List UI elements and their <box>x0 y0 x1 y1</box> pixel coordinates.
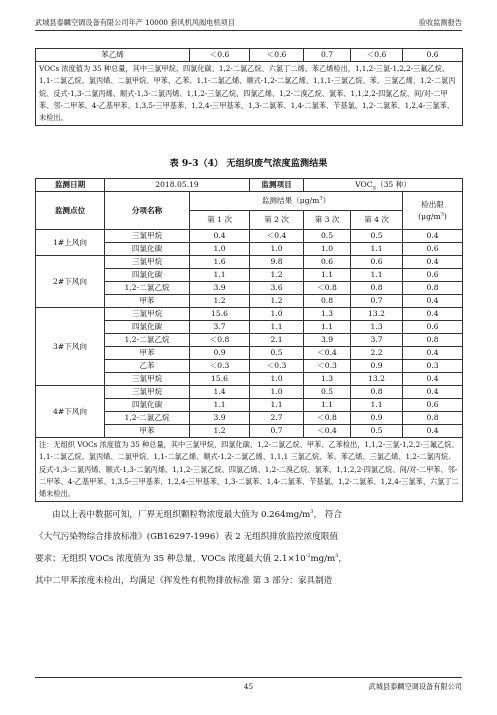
measurement-value: ＜0.3 <box>304 360 351 373</box>
row-value: ＜0.6 <box>351 49 403 62</box>
compound-name: 甲苯 <box>105 425 190 438</box>
compound-name: 三氯甲烷 <box>105 230 190 243</box>
measurement-value: 0.8 <box>351 386 403 399</box>
measurement-value: 0.4 <box>403 230 463 243</box>
measurement-value: 0.4 <box>403 308 463 321</box>
measurement-value: ＜0.4 <box>304 425 351 438</box>
measurement-value: 1.2 <box>250 269 304 282</box>
monitoring-point: 3#下风向 <box>36 308 105 386</box>
monitoring-point: 4#下风向 <box>36 386 105 438</box>
measurement-value: 1.1 <box>250 399 304 412</box>
conclusion-paragraph <box>35 504 462 592</box>
measurement-value: 0.8 <box>304 295 351 308</box>
measurement-value: 0.9 <box>190 347 250 360</box>
paragraph-line-1: 由以上表中数据可知，厂界无组织颗粒物浓度最大值为 $0.264mg/m^3$， 符合 <box>52 509 342 520</box>
page-header <box>35 14 462 31</box>
monitoring-point: 1#上风向 <box>36 230 105 256</box>
measurement-value: 1.0 <box>190 243 250 256</box>
footer-company: 武城县泰麟空调设备有限公司 <box>368 682 462 691</box>
measurement-value: 1.0 <box>250 243 304 256</box>
measurement-value: 1.1 <box>250 321 304 334</box>
measurement-value: 0.4 <box>403 256 463 269</box>
measurement-value: 2.2 <box>351 347 403 360</box>
run-header: 第 3 次 <box>304 211 351 230</box>
measurement-value: 1.1 <box>351 243 403 256</box>
measurement-value: 1.6 <box>190 256 250 269</box>
measurement-value: 1.1 <box>190 269 250 282</box>
row-value: ＜0.6 <box>250 49 304 62</box>
page-footer <box>35 677 462 692</box>
measurement-value: 0.7 <box>351 295 403 308</box>
measurement-value: 2.1 <box>250 334 304 347</box>
table-row <box>36 49 463 62</box>
measurement-value: 1.1 <box>351 399 403 412</box>
table-row <box>36 308 463 321</box>
paragraph-line-3: 要求；无组织 VOCs 浓度值为 35 种总量，VOCs 浓度最大值 $2.1\times 10^{-2}mg/m^3$， <box>35 553 347 564</box>
compound-name: 四氯化碳 <box>105 243 190 256</box>
compound-name: 三氯甲烷 <box>105 386 190 399</box>
measurement-value: 3.7 <box>351 334 403 347</box>
compound-name: 四氯化碳 <box>105 399 190 412</box>
date-value: 2018.05.19 <box>105 179 250 192</box>
measurement-value: 1.2 <box>190 295 250 308</box>
measurement-value: 0.6 <box>403 321 463 334</box>
measurement-value: 3.9 <box>190 282 250 295</box>
measurement-value: 1.2 <box>250 295 304 308</box>
voc-results-table <box>35 178 463 502</box>
compound-name: 三氯甲烷 <box>105 308 190 321</box>
measurement-value: 0.9 <box>351 412 403 425</box>
measurement-value: ＜0.3 <box>190 360 250 373</box>
measurement-value: 1.3 <box>351 321 403 334</box>
row-value: 0.6 <box>403 49 463 62</box>
item-value: $VOC_S(35$ 种） <box>304 179 463 192</box>
measurement-value: 0.7 <box>250 425 304 438</box>
compound-name: 三氯甲烷 <box>105 373 190 386</box>
page-number: 45 <box>243 682 254 691</box>
compound-name: 1,2-二氯乙烷 <box>105 412 190 425</box>
measurement-value: 1.3 <box>304 373 351 386</box>
measurement-value: 0.5 <box>351 230 403 243</box>
measurement-value: 1.0 <box>250 308 304 321</box>
measurement-value: 0.4 <box>190 230 250 243</box>
measurement-value: 0.8 <box>403 282 463 295</box>
measurement-value: 0.8 <box>351 282 403 295</box>
compound-name: 四氯化碳 <box>105 321 190 334</box>
measurement-value: 13.2 <box>351 308 403 321</box>
monitoring-point: 2#下风向 <box>36 256 105 308</box>
measurement-value: 3.9 <box>304 334 351 347</box>
measurement-value: 3.7 <box>190 321 250 334</box>
run-header: 第 4 次 <box>351 211 403 230</box>
table-caption: 表 9-3（4） 无组织废气浓度监测结果 <box>169 158 328 169</box>
paragraph-line-4: 其中二甲苯浓度未检出，均满足《挥发性有机物排放标准 第 3 部分：家具制造 <box>35 576 333 586</box>
compound-name: 1,2-二氯乙烷 <box>105 282 190 295</box>
measurement-value: 3.6 <box>250 282 304 295</box>
measurement-value: 1.1 <box>304 269 351 282</box>
measurement-value: 0.4 <box>403 295 463 308</box>
compound-name: 1,2-二氯乙烷 <box>105 334 190 347</box>
measurement-value: 1.0 <box>250 373 304 386</box>
measurement-value: 1.4 <box>190 386 250 399</box>
measurement-value: ＜0.8 <box>304 282 351 295</box>
measurement-value: 0.9 <box>351 360 403 373</box>
measurement-value: 1.1 <box>304 321 351 334</box>
table-row <box>36 230 463 243</box>
continued-table <box>35 48 463 126</box>
measurement-value: 0.6 <box>403 399 463 412</box>
measurement-value: ＜0.3 <box>250 360 304 373</box>
measurement-value: ＜0.8 <box>190 334 250 347</box>
header-project-title: 武城县泰麟空调设备有限公司年产 10000 套风机风阀电机项目 <box>35 18 235 27</box>
measurement-value: 1.1 <box>190 399 250 412</box>
measurement-value: 0.4 <box>403 425 463 438</box>
measurement-value: 0.5 <box>304 386 351 399</box>
header-report-type: 验收监测报告 <box>418 18 462 27</box>
measurement-value: 0.8 <box>403 412 463 425</box>
measurement-value: 0.4 <box>403 347 463 360</box>
compound-name: 甲苯 <box>105 295 190 308</box>
run-header: 第 1 次 <box>190 211 250 230</box>
measurement-value: ＜0.8 <box>304 412 351 425</box>
measurement-value: 3.9 <box>190 412 250 425</box>
date-label: 监测日期 <box>36 179 105 192</box>
row-item-name: 苯乙烯 <box>36 49 190 62</box>
measurement-value: 0.5 <box>351 425 403 438</box>
compound-name: 三氯甲烷 <box>105 256 190 269</box>
measurement-value: 9.8 <box>250 256 304 269</box>
measurement-value: 0.4 <box>403 386 463 399</box>
measurement-value: 0.6 <box>403 243 463 256</box>
measurement-value: 13.2 <box>351 373 403 386</box>
point-label: 监测点位 <box>36 192 105 230</box>
measurement-value: 1.1 <box>351 269 403 282</box>
measurement-value: 15.6 <box>190 373 250 386</box>
measurement-value: 1.2 <box>190 425 250 438</box>
measurement-value: 0.4 <box>403 373 463 386</box>
result-label: 监测结果$(\mu g/m^3)$ <box>190 192 403 211</box>
measurement-value: 0.5 <box>250 347 304 360</box>
name-label: 分项名称 <box>105 192 190 230</box>
compound-name: 甲苯 <box>105 347 190 360</box>
measurement-value: 1.3 <box>304 308 351 321</box>
run-header: 第 2 次 <box>250 211 304 230</box>
measurement-value: 0.8 <box>403 334 463 347</box>
measurement-value: ＜0.4 <box>250 230 304 243</box>
row-value: 0.7 <box>304 49 351 62</box>
main-table-note: 注：无组织 VOCs 浓度值为 35 种总量，其中三氯甲烷、四氯化碳、1,2-二氯乙烷、甲苯、乙苯检出，1,1,2-三氯-1,2,2-三氟乙烷、1,1-二氯乙烷、氯丙烯、二氯甲烷、1,1-二氯乙烯、顺式-1,2-二氯乙烯、1,1,1 三氯乙烷、苯、苯乙烯、三氯乙烯、1,2-二氯丙烷、反式-1,3-二氯丙烯、顺式-1,3-二氯丙烯、1,1,2-三氯乙烷、四氯乙烯、1,2-二溴乙烷、氯苯、1,1,2,2-四氯乙烷、间/对-二甲苯、邻-二甲苯、4-乙基甲苯、1,3,5-三甲基苯、1,2,4-三甲基苯、1,3-二氯苯、1,4-二氯苯、苄基氯、1,2-二氯苯、1,2,4-三氯苯、六氯丁二烯未检出。 <box>36 438 463 502</box>
table-row <box>36 386 463 399</box>
row-value: ＜0.6 <box>190 49 250 62</box>
measurement-value: 1.0 <box>304 243 351 256</box>
table-row <box>36 256 463 269</box>
compound-name: 四氯化碳 <box>105 269 190 282</box>
measurement-value: 0.6 <box>403 269 463 282</box>
paragraph-line-2: 《大气污染物综合排放标准》(GB16297-1996）表 2 无组织排放监控浓度限值 <box>35 532 339 542</box>
measurement-value: 0.6 <box>351 256 403 269</box>
measurement-value: 0.6 <box>304 256 351 269</box>
measurement-value: 0.3 <box>403 360 463 373</box>
measurement-value: 1.0 <box>250 386 304 399</box>
limit-label: 检出限 $(\mu g/m^3)$ <box>403 192 463 230</box>
measurement-value: 15.6 <box>190 308 250 321</box>
compound-name: 乙苯 <box>105 360 190 373</box>
measurement-value: 2.7 <box>250 412 304 425</box>
measurement-value: 1.1 <box>304 399 351 412</box>
item-label: 监测项目 <box>250 179 304 192</box>
measurement-value: 0.5 <box>304 230 351 243</box>
measurement-value: ＜0.4 <box>304 347 351 360</box>
top-table-note: VOCs 浓度值为 35 种总量，其中三氯甲烷、四氯化碳、1,2-二氯乙烷、六氯丁二烯、苯乙烯检出，1,1,2-三氯-1,2,2-三氟乙烷、1,1-二氯乙烷、氯丙烯、二氯甲烷、甲苯、乙苯、1,1-二氯乙烯、顺式-1,2-二氯乙烯、1,1,1-三氯乙烷、苯、三氯乙烯、1,2-二氯丙烷、反式-1,3-二氯丙烯、顺式-1,3-二氯丙烯、1,1,2-三氯乙烷、四氯乙烯、1,2-二溴乙烷、氯苯、1,1,2,2-四氯乙烷、间/对-二甲苯、邻-二甲苯、4-乙基甲苯、1,3,5-三甲基苯、1,2,4-三甲基苯、1,3-二氯苯、1,4-二氯苯、苄基氯、1,2-二氯苯、1,2,4-三氯苯、未检出。 <box>36 62 463 126</box>
